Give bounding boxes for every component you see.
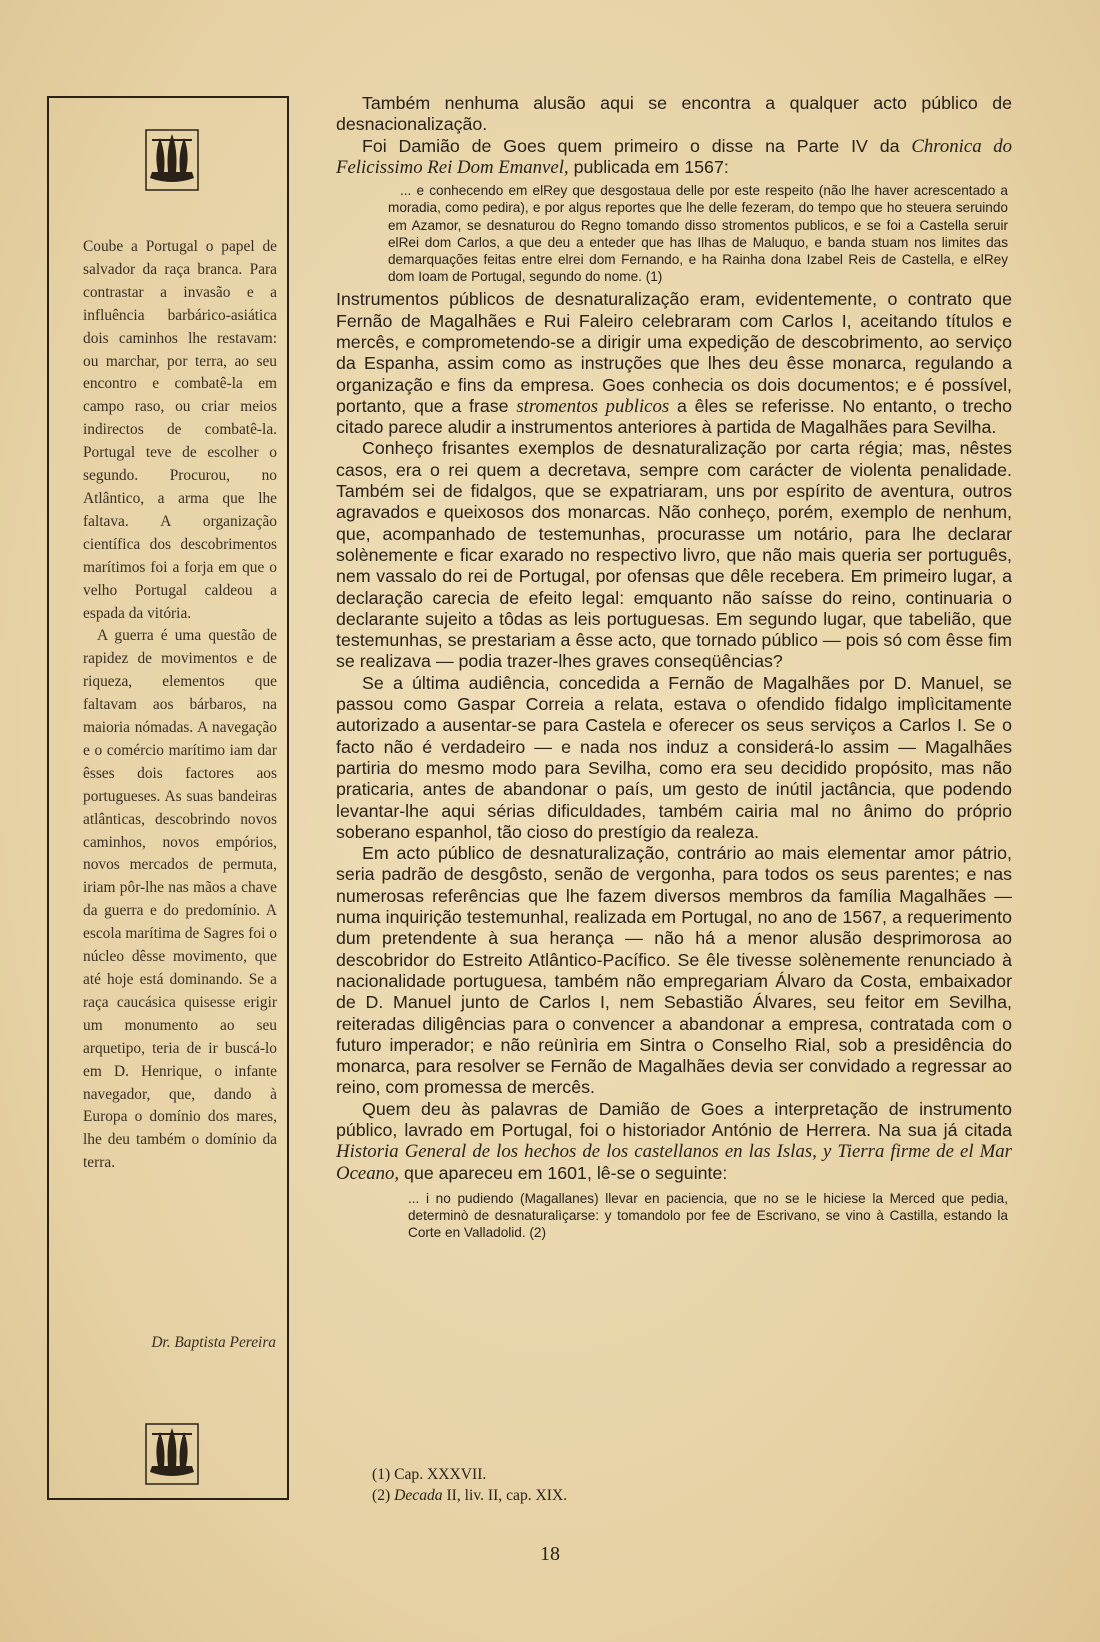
paragraph: Quem deu às palavras de Damião de Goes a interpretação de instrumento público, lavrado em Portugal, foi o historiador António de Herrera. Na sua já citada Historia General de los hechos de los castellanos en las Islas, y Tierra firme de el Mar Oceano, que apareceu em 1601, lê-se o seguinte: bbox=[336, 1098, 1012, 1184]
paragraph: Instrumentos públicos de desnaturalização eram, evidentemente, o contrato que Fernão de Magalhães e Rui Faleiro celebraram com Carlos I, aceitando títulos e mercês, e comprometendo-se a dirigir uma expedição de descobrimento, ao serviço da Espanha, assim como as instruções que lhes deu êsse monarca, regulando a organização e fins da empresa. Goes conhecia os dois documentos; e é possível, portanto, que a frase stromentos publicos a êles se referisse. No entanto, o trecho citado parece aludir a instrumentos anteriores à partida de Magalhães para Sevilha. bbox=[336, 289, 1012, 438]
sidebar-paragraph: Coube a Portugal o papel de salvador da raça branca. Para contrastar a invasão e a influência barbárico-asiática dois caminhos lhe restavam: ou marchar, por terra, ao seu encontro e combatê-la em campo raso, ou criar meios indirectos de combatê-la. Portugal teve de escolher o segundo. Procurou, no Atlântico, a arma que lhe faltava. A organização científica dos descobrimentos marítimos foi a forja em que o velho Portugal caldeou a espada da vitória. bbox=[83, 238, 277, 622]
book-title: Chronica do Felicissimo Rei Dom Emanvel, bbox=[336, 135, 1012, 178]
main-column bbox=[336, 93, 1012, 1247]
footnote: (1) Cap. XXXVII. bbox=[372, 1466, 487, 1483]
italic-phrase: stromentos publicos bbox=[516, 395, 670, 417]
footnotes bbox=[336, 1458, 1012, 1506]
book-title: Historia General de los hechos de los castellanos en las Islas, y Tierra firme de el Mar Oceano, bbox=[336, 1141, 1012, 1184]
paragraph: Conheço frisantes exemplos de desnaturalização por carta régia; mas, nêstes casos, era o rei quem a decretava, sempre com carácter de violenta penalidade. Também sei de fidalgos, que se expatriaram, uns por espírito de aventura, outros agravados e queixosos dos monarcas. Não conheço, porém, exemplo de nenhum, que, acompanhado de testemunhas, procurasse um notário, para lhe declarar solènemente e ficar exarado no respectivo livro, que não mais queria ser português, nem vassalo do rei de Portugal, por ofensas que dêle recebera. Em primeiro lugar, a declaração carecia de efeito legal: emquanto não saísse do reino, continuaria o declarante sujeito a tôdas as leis portuguesas. Em segundo lugar, que tabelião, que testemunhas, se prestariam a êsse acto, que tornado público — pois só com êsse fim se realizava — podia trazer-lhes graves conseqüências? bbox=[336, 438, 1012, 672]
paragraph: Também nenhuma alusão aqui se encontra a qualquer acto público de desnacionalização. bbox=[336, 93, 1012, 135]
footnote: (2) Decada II, liv. II, cap. XIX. bbox=[372, 1487, 568, 1504]
sidebar-paragraph: A guerra é uma questão de rapidez de movimentos e de riqueza, elementos que faltavam aos bárbaros, na maioria nómadas. A navegação e o comércio marítimo iam dar êsses dois factores aos portugueses. As suas bandeiras atlânticas, descobrindo novos caminhos, novos empórios, novos mercados de permuta, iriam pôr-lhe nas mãos a chave da guerra e do predomínio. A escola marítima de Sagres foi o núcleo dêsse movimento, que até hoje está dominando. Se a raça caucásica quisesse erigir um monumento ao seu arquetipo, teria de ir buscá-lo em D. Henrique, o infante navegador, que, dando à Europa o domínio dos mares, lhe deu também o domínio da terra. bbox=[83, 627, 277, 1172]
block-quote: ... i no pudiendo (Magallanes) llevar en paciencia, que no se le hiciese la Merced que pedia, determinò de desnaturalìçarse: y tomandolo por fee de Escrivano, se vino à Castilla, estando la Corte en Valladolid. (2) bbox=[408, 1190, 1008, 1241]
paragraph: Se a última audiência, concedida a Fernão de Magalhães por D. Manuel, se passou como Gaspar Correia a relata, estava o ofendido fidalgo implìcitamente autorizado a ausentar-se para Castela e oferecer os seus serviços a Carlos I. Se o facto não é verdadeiro — e nada nos induz a considerá-lo assim — Magalhães partiria do mesmo modo para Sevilha, como era seu decidido propósito, mas não praticaria, antes de abandonar o país, um gesto de inútil jactância, que podendo levantar-lhe aqui sérias dificuldades, também cairia mal no ânimo do próprio soberano espanhol, tão cioso do prestígio da realeza. bbox=[336, 672, 1012, 842]
ship-ornament-icon bbox=[144, 128, 200, 192]
page-number: 18 bbox=[540, 1543, 560, 1565]
paragraph: Foi Damião de Goes quem primeiro o disse na Parte IV da Chronica do Felicissimo Rei Dom Emanvel, publicada em 1567: bbox=[336, 135, 1012, 178]
paragraph: Em acto público de desnaturalização, contrário ao mais elementar amor pátrio, seria padrão de desgôsto, senão de vergonha, para todos os seus parentes; e nas numerosas referências que lhe fazem diversos membros da família Magalhães — numa inquirição testemunhal, realizada em Portugal, no ano de 1567, a requerimento dum pretendente à sua herança — não há a menor alusão desprimorosa ao descobridor do Estreito Atlântico-Pacífico. Se êle tivesse solènemente renunciado à nacionalidade portuguesa, também não empregariam Álvaro da Costa, embaixador de D. Manuel junto de Carlos I, nem Sebastião Álvares, seu feitor em Sevilha, reiteradas diligências para o convencer a abandonar a empresa, contratada com o futuro imperador; e não reünìria em Sintra o Conselho Rial, sob a presidência do monarca, para resolver se Fernão de Magalhães devia ser convidado a regressar ao reino, com promessa de mercês. bbox=[336, 843, 1012, 1098]
signature: Dr. Baptista Pereira bbox=[151, 1334, 276, 1351]
block-quote: ... e conhecendo em elRey que desgostaua delle por este respeito (não lhe haver acrescentado a moradia, como pedira), e por algus reportes que lhe delle fezeram, do tempo que ho steuera seruindo em Azamor, se desnaturou do Regno tomando disso stromentos publicos, e se foi a Castella seruir elRei dom Carlos, a que deu a enteder que has Ilhas de Maluquo, e banda stuam nos limites das demarquações feitas entre elrei dom Fernando, e ha Rainha dona Izabel Reis de Castella, e elRey dom Ioam de Portugal, segundo do nome. (1) bbox=[388, 183, 1008, 285]
sidebar-text bbox=[83, 236, 277, 1175]
ship-ornament-icon bbox=[144, 1422, 200, 1486]
